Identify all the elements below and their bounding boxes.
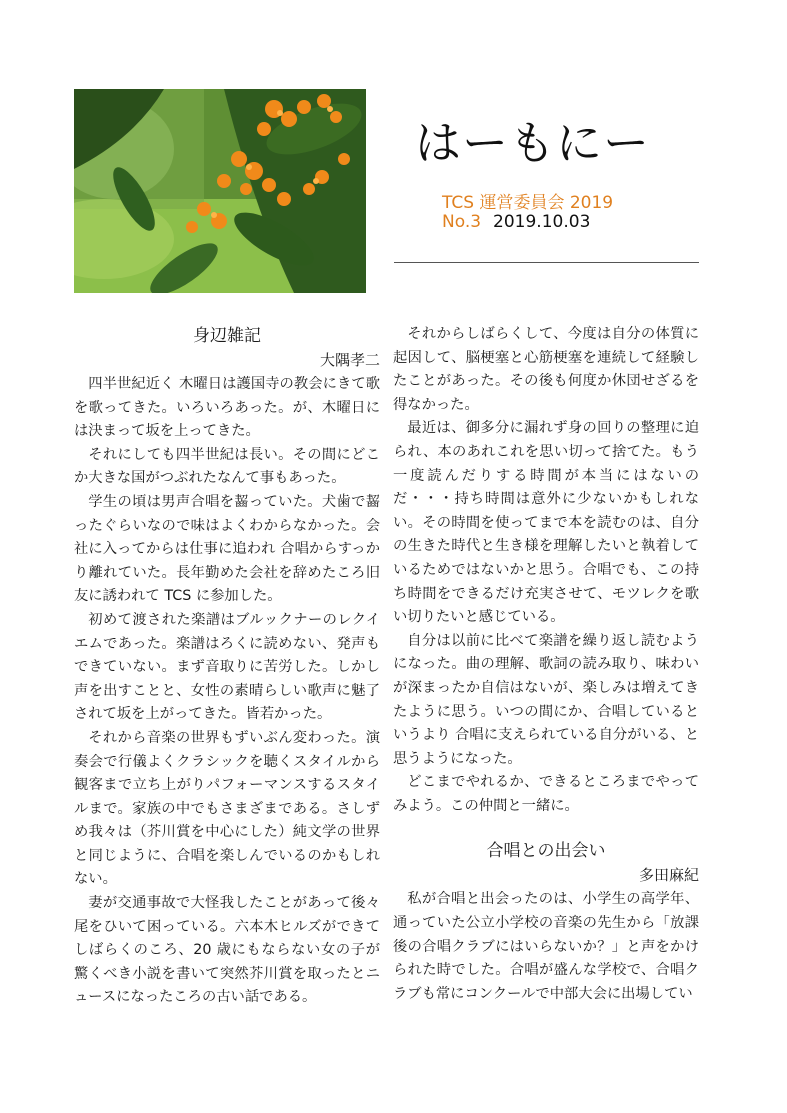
article-heading: 合唱との出会い xyxy=(486,841,606,862)
right-column xyxy=(393,323,699,1006)
issue-date: 2019.10.03 xyxy=(493,212,591,232)
article-author: 多田麻紀 xyxy=(638,866,699,885)
paragraph: 妻が交通事故で大怪我したことがあって後々尾をひいて困っている。六本木ヒルズができてしばらくのころ、20 歳にもならない女の子が驚くべき小説を書いて突然芥川賞を取ったとニュースになったころの古い話である。 xyxy=(74,895,380,1006)
paragraph: それから音楽の世界もずいぶん変わった。演奏会で行儀よくクラシックを聴くスタイルから観客まで立ち上がりパフォーマンスするスタイルまで。家族の中でもさまざまである。さしずめ我々は（芥川賞を中心にした）純文学の世界と同じように、合唱を楽しんでいるのかもしれない。 xyxy=(74,729,380,888)
article-heading: 身辺雑記 xyxy=(193,326,261,346)
paragraph: それにしても四半世紀は長い。その間にどこか大きな国がつぶれたなんて事もあった。 xyxy=(74,446,380,487)
header-rule xyxy=(394,262,699,263)
osmanthus-photo-art xyxy=(74,89,366,293)
osmanthus-photo xyxy=(74,89,366,293)
paragraph: 自分は以前に比べて楽譜を繰り返し読むようになった。曲の理解、歌詞の読み取り、味わいが深まったか自信はないが、楽しみは増えてきたように思う。いつの間にか、合唱しているというより 合唱に支えられている自分がいる、と思うようになった。 xyxy=(393,632,699,767)
organization-line: TCS 運営委員会 2019 xyxy=(442,193,614,213)
paragraph: 学生の頃は男声合唱を齧っていた。犬歯で齧ったぐらいなので味はよくわからなかった。会社に入ってからは仕事に追われ 合唱からすっかり離れていた。長年勤めた会社を辞めたころ旧友に誘われて TCS に参加した。 xyxy=(74,493,380,605)
paragraph: 初めて渡された楽譜はブルックナーのレクイエムであった。楽譜はろくに読めない、発声もできていない。まず音取りに苦労した。しかし声を出すことと、女性の素晴らしい歌声に魅了されて坂を上がってきた。皆若かった。 xyxy=(74,611,380,723)
article-author: 大隅孝二 xyxy=(319,351,380,369)
newsletter-title: はーもにー xyxy=(415,116,650,170)
paragraph: 私が合唱と出会ったのは、小学生の高学年、通っていた公立小学校の音楽の先生から「放課後の合唱クラブにはいらないか？」と声をかけられた時でした。合唱が盛んな学校で、合唱クラブも常にコンクールで中部大会に出場してい xyxy=(393,891,699,1002)
paragraph: どこまでやれるか、できるところまでやってみよう。この仲間と一緒に。 xyxy=(393,774,699,814)
issue-line xyxy=(442,212,590,232)
paragraph: 最近は、御多分に漏れず身の回りの整理に迫られ、本のあれこれを思い切って捨てた。もう一度読んだりする時間が本当にはないのだ・・・持ち時間は意外に少ないかもしれない。その時間を使ってまで本を読むのは、自分の生きた時代と生き様を理解したいと執着しているためではないかと思う。合唱でも、この持ち時間をできるだけ充実させて、モツレクを歌い切りたいと感じている。 xyxy=(393,420,699,626)
issue-number: No.3 xyxy=(442,212,482,232)
paragraph: それからしばらくして、今度は自分の体質に起因して、脳梗塞と心筋梗塞を連続して経験したことがあった。その後も何度か休団せざるを得なかった。 xyxy=(393,326,699,413)
left-column xyxy=(74,323,380,1010)
paragraph: 四半世紀近く 木曜日は護国寺の教会にきて歌を歌ってきた。いろいろあった。が、木曜日には決まって坂を上ってきた。 xyxy=(74,376,380,440)
